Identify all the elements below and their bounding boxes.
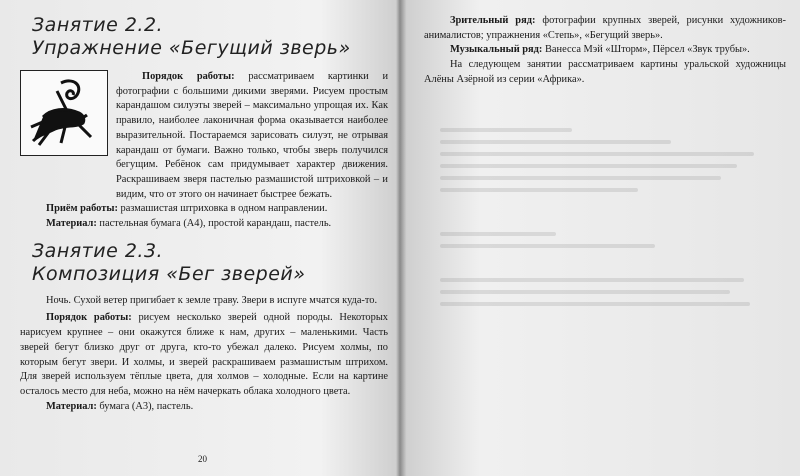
next-lesson-paragraph: На следующем занятии рассматриваем картины уральской художницы Алёны Азёрной из серии «Африка». [424, 59, 786, 85]
lesson-2-2-label-order: Порядок работы: [142, 71, 235, 82]
lesson-2-2-paragraph-1 [116, 70, 388, 202]
lesson-2-3-text-material: бумага (А3), пастель. [96, 400, 194, 412]
lesson-2-3-label-order: Порядок работы: [46, 312, 132, 324]
lesson-2-2-label-technique: Приём работы: [46, 203, 118, 215]
lesson-2-2-label-material: Материал: [46, 218, 97, 230]
lesson-2-3-label-material: Материал: [46, 400, 97, 412]
music-row-label: Музыкальный ряд: [450, 44, 543, 56]
visual-row-label: Зрительный ряд: [450, 15, 536, 26]
running-beast-icon [20, 70, 108, 156]
visual-row-paragraph [424, 14, 786, 43]
lesson-2-2-paragraph-2 [20, 202, 388, 217]
lesson-2-3-subtitle: Композиция «Бег зверей» [32, 262, 306, 285]
left-page [0, 0, 398, 476]
lesson-2-3-paragraph-2 [20, 400, 388, 415]
lesson-2-2-subtitle: Упражнение «Бегущий зверь» [32, 37, 351, 59]
lesson-2-2-paragraph-3 [20, 217, 388, 232]
running-beast-drawing [21, 71, 106, 154]
lesson-2-3-text-order: рисуем несколько зверей одной породы. Некоторых нарисуем крупнее – они окажутся ближе к нам, других – маленькими. Часть зверей бегут близко друг от друга, кто-то убежал далеко. Рисуем холмы, по которым бегут звери. И холмы, и зверей раскрашиваем размашистым штрихом. Для зверей используем тёплые цвета, для холмов – холодные. Если на картине осталось место для неба, можно на нём начеркать облака холодного цвета. [20, 312, 388, 397]
lesson-2-2-title: Занятие 2.2. [32, 14, 164, 36]
page-number: 20 [198, 454, 207, 464]
music-row-text: Ванесса Мэй «Шторм», Пёрсел «Звук трубы». [542, 44, 750, 56]
lesson-2-2-text-material: пастельная бумага (А4), простой карандаш, пастель. [96, 218, 332, 230]
music-row-paragraph [424, 43, 786, 58]
right-page [402, 0, 800, 476]
lesson-2-3-paragraph-1 [20, 311, 388, 399]
lesson-2-2-text-technique: размашистая штриховка в одном направлении. [117, 203, 328, 215]
lesson-2-3-title: Занятие 2.3. [32, 239, 164, 262]
lesson-2-3-intro: Ночь. Сухой ветер пригибает к земле траву. Звери в испуге мчатся куда-то. [46, 294, 378, 306]
lesson-2-2-body [20, 70, 388, 232]
visual-row-text: фотографии крупных зверей, рисунки художников-анималистов; упражнения «Степь», «Бегущий зверь». [424, 15, 787, 41]
lesson-2-2-text-order: рассматриваем картинки и фотографии с большими дикими зверями. Рисуем простым карандашом силуэты зверей – максимально упрощая их. Как правило, наиболее лаконичная форма оказывается наиболее выразительной. Постараемся зарисовать силуэт, не отрывая карандаш от бумаги. Важно только, чтобы зверь получился бегущим. Ребёнок сам придумывает характер движения. Раскрашиваем зверя пастелью размашистой штриховкой – и видим, что от этого он начинает быстрее бежать. [116, 71, 389, 200]
